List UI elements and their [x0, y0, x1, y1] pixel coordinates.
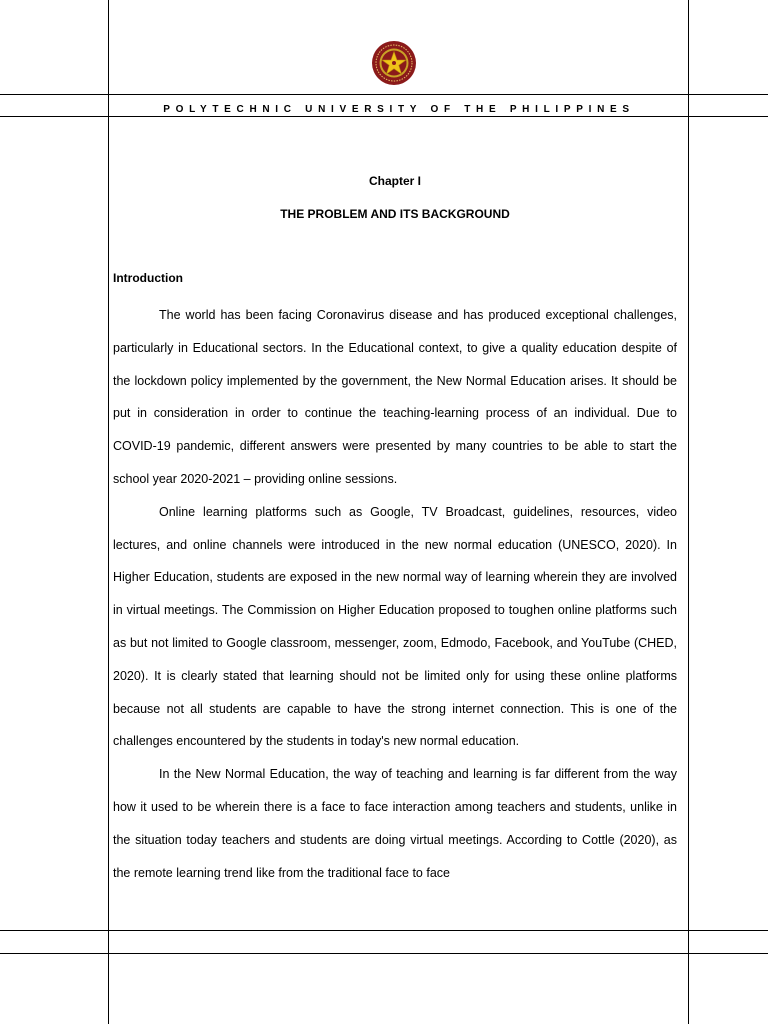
left-margin-line	[108, 0, 109, 1024]
university-name: POLYTECHNIC UNIVERSITY OF THE PHILIPPINES	[163, 104, 635, 115]
pup-seal-icon	[371, 40, 417, 86]
header-top-line	[0, 94, 768, 95]
footer-bottom-line	[0, 953, 768, 954]
right-margin-line	[688, 0, 689, 1024]
section-heading: Introduction	[113, 271, 183, 285]
header-bottom-line	[0, 116, 768, 117]
paragraph-2: Online learning platforms such as Google, TV Broadcast, guidelines, resources, video lectures, and online channels were introduced in the new normal education (UNESCO, 2020). In Higher Education, students are exposed in the new normal way of learning wherein they are involved in virtual meetings. The Commission on Higher Education proposed to toughen online platforms such as but not limited to Google classroom, messenger, zoom, Edmodo, Facebook, and YouTube (CHED, 2020). It is clearly stated that learning should not be limited only for using these online platforms because not all students are capable to have the strong internet connection. This is one of the challenges encountered by the students in today's new normal education.	[113, 504, 677, 749]
body-text	[113, 299, 677, 889]
paragraph-3: In the New Normal Education, the way of teaching and learning is far different from the way how it used to be wherein there is a face to face interaction among teachers and students, unlike in the situation today teachers and students are doing virtual meetings. According to Cottle (2020), as the remote learning trend like from the traditional face to face	[113, 767, 677, 880]
chapter-title: THE PROBLEM AND ITS BACKGROUND	[280, 207, 510, 221]
footer-top-line	[0, 930, 768, 931]
chapter-label: Chapter I	[368, 174, 421, 188]
paragraph-1: The world has been facing Coronavirus disease and has produced exceptional challenges, particularly in Educational sectors. In the Educational context, to give a quality education despite of the lockdown policy implemented by the government, the New Normal Education arises. It should be put in consideration in order to continue the teaching-learning process of an individual. Due to COVID-19 pandemic, different answers were presented by many countries to be able to start the school year 2020-2021 – providing online sessions.	[113, 308, 677, 486]
